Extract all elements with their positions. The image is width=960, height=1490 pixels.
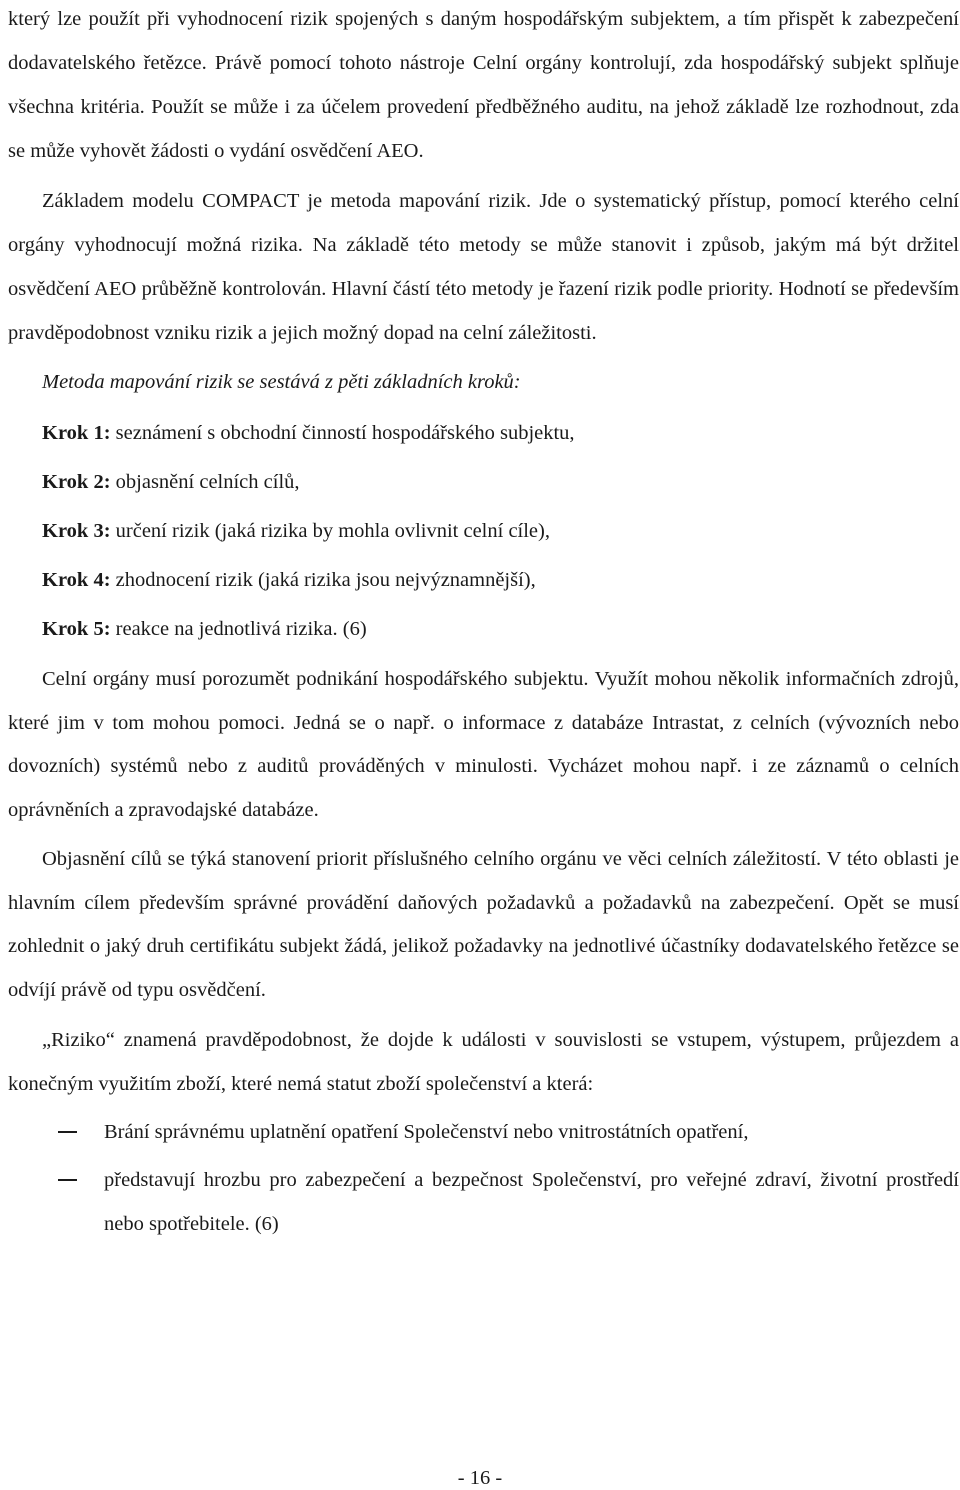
steps-intro-heading: Metoda mapování rizik se sestává z pěti základních kroků:	[42, 371, 521, 393]
step-text: objasnění celních cílů,	[110, 471, 300, 493]
step-item-5	[8, 605, 959, 654]
document-page	[8, 0, 959, 1246]
risk-definition-paragraph: „Riziko“ znamená pravděpodobnost, že dojde k události v souvislosti se vstupem, výstupem, průjezdem a konečným využitím zboží, které nemá statut zboží společenství a která:	[8, 1029, 959, 1095]
risk-criteria-text: představují hrozbu pro zabezpečení a bezpečnost Společenství, pro veřejné zdraví, životní prostředí nebo spotřebitele. (6)	[104, 1169, 959, 1235]
step-text: určení rizik (jaká rizika by mohla ovlivnit celní cíle),	[110, 520, 550, 542]
step-label: Krok 1:	[42, 422, 111, 444]
step-item-2	[8, 458, 959, 507]
risk-criteria-list	[8, 1110, 959, 1246]
step-label: Krok 3:	[42, 520, 111, 542]
step-text: zhodnocení rizik (jaká rizika jsou nejvýznamnější),	[110, 569, 536, 591]
intro-continuation-paragraph: který lze použít při vyhodnocení rizik spojených s daným hospodářským subjektem, a tím přispět k zabezpečení dodavatelského řetězce. Právě pomocí tohoto nástroje Celní orgány kontrolují, zda hospodářský subjekt splňuje všechna kritéria. Použít se může i za účelem provedení předběžného auditu, na jehož základě lze rozhodnout, zda se může vyhovět žádosti o vydání osvědčení AEO.	[8, 8, 959, 162]
step-text: reakce na jednotlivá rizika. (6)	[110, 618, 367, 640]
page-number: - 16 -	[457, 1467, 503, 1489]
risk-criteria-text: Brání správnému uplatnění opatření Společenství nebo vnitrostátních opatření,	[104, 1121, 749, 1143]
step-label: Krok 2:	[42, 471, 111, 493]
dash-bullet-icon	[58, 1179, 77, 1181]
dash-bullet-icon	[58, 1131, 77, 1133]
goals-paragraph: Objasnění cílů se týká stanovení priorit příslušného celního orgánu ve věci celních záležitostí. V této oblasti je hlavním cílem především správné provádění daňových požadavků a požadavků na zabezpečení. Opět se musí zohlednit o jaký druh certifikátu subjekt žádá, jelikož požadavky na jednotlivé účastníky dodavatelského řetězce se odvíjí právě od typu osvědčení.	[8, 848, 959, 1001]
risk-criteria-item-1	[8, 1110, 959, 1154]
step-item-3	[8, 507, 959, 556]
risk-criteria-item-2	[8, 1158, 959, 1246]
step-item-4	[8, 556, 959, 605]
step-text: seznámení s obchodní činností hospodářského subjektu,	[110, 422, 575, 444]
step-label: Krok 4:	[42, 569, 111, 591]
step-item-1	[8, 409, 959, 458]
step-label: Krok 5:	[42, 618, 111, 640]
steps-list	[8, 409, 959, 654]
compact-method-paragraph: Základem modelu COMPACT je metoda mapování rizik. Jde o systematický přístup, pomocí kterého celní orgány vyhodnocují možná rizika. Na základě této metody se může stanovit i způsob, jakým má být držitel osvědčení AEO průběžně kontrolován. Hlavní částí této metody je řazení rizik podle priority. Hodnotí se především pravděpodobnost vzniku rizik a jejich možný dopad na celní záležitosti.	[8, 190, 959, 344]
understanding-business-paragraph: Celní orgány musí porozumět podnikání hospodářského subjektu. Využít mohou několik informačních zdrojů, které jim v tom mohou pomoci. Jedná se o např. o informace z databáze Intrastat, z celních (vývozních nebo dovozních) systémů nebo z auditů prováděných v minulosti. Vycházet mohou např. i ze záznamů o celních oprávněních a zpravodajské databáze.	[8, 668, 959, 821]
